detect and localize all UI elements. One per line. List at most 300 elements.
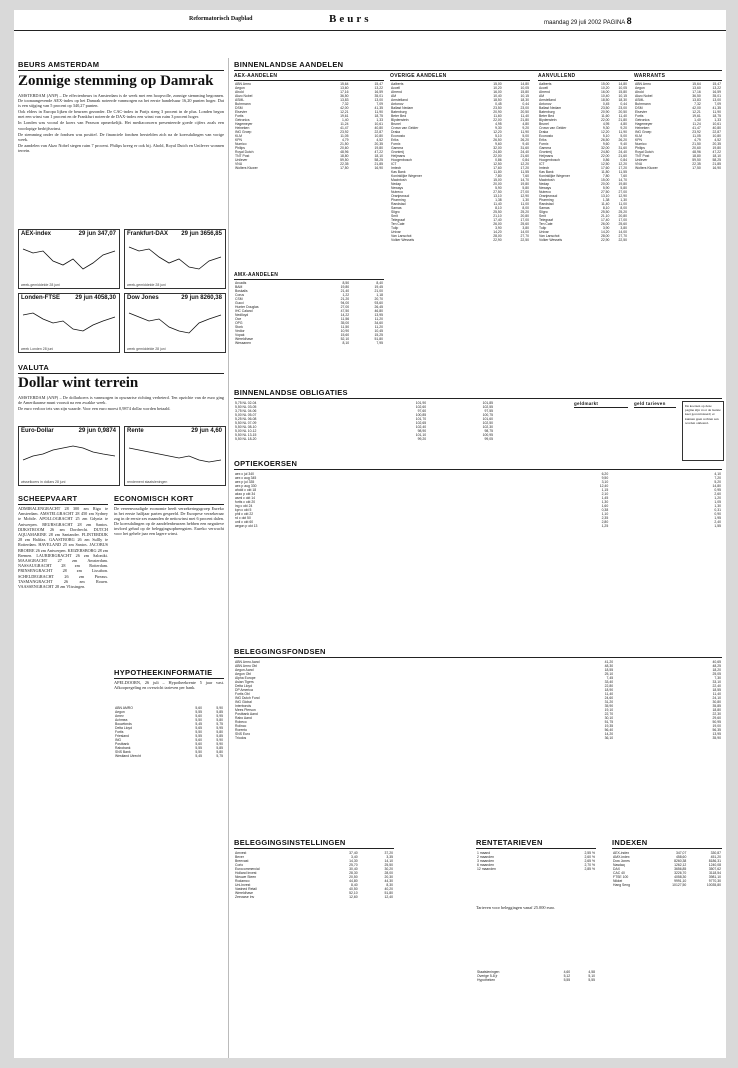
table-cell: Nieuwe Steen (235, 875, 257, 879)
table-cell: 11,40 (618, 114, 627, 118)
chart-line-area (19, 239, 119, 279)
table-cell: Stork (235, 325, 243, 329)
table-cell: 5,80 (620, 186, 627, 190)
table-cell: 14,00 (520, 230, 529, 234)
page-dateline (544, 16, 632, 26)
table-cell: Hagemeyer (235, 122, 253, 126)
table-cell: 10035,80 (706, 883, 721, 887)
table-cell: 8,50 (342, 281, 350, 285)
table-cell: 17,50 (692, 166, 701, 170)
table-cell: 40,80 (374, 126, 383, 130)
table-cell: 51,80 (374, 337, 383, 341)
table-cell: Brunel (391, 122, 401, 126)
table-cell: 18,55 (604, 668, 614, 672)
table-cell: 1,45 (601, 496, 609, 500)
table-cell: Postbank Aand (235, 712, 258, 716)
table-cell: 40,80 (712, 126, 721, 130)
rendement-table (476, 970, 596, 1010)
table-cell: 12,20 (520, 162, 529, 166)
table-cell: 44,80 (349, 879, 358, 883)
table-cell: Boskalis (235, 289, 248, 293)
table-cell: 2,60 (714, 492, 721, 496)
table-cell: 20,70 (374, 297, 383, 301)
table-cell: Pharming (539, 198, 554, 202)
table-cell: 41,20 (604, 660, 614, 664)
table-cell: 10,90 (340, 329, 350, 333)
table-cell: Ballast Nedam (539, 106, 562, 110)
table-cell: 24,60 (604, 696, 614, 700)
table-cell: aex c aug 345 (235, 476, 257, 480)
table-cell: 4,10 (714, 472, 721, 476)
table-cell: 5,90 (216, 738, 223, 742)
table-cell: Vastned Retail (235, 887, 257, 891)
scheepvaart-text: ADMIRALENGRACHT 28 300 zm Riga te Amsterdam. AMSTELGRACHT 28 450 zm Sydney te Mobile. APOLLOGRACHT 25 zm Gdynia te Antwerpen. BEURSGRACHT 28 zm Santos. DIJKSTROOM 26 zm Dordrecht. DUTCH AQUAMARINE 28 zm Santander. FLINTERDIJK 28 zm Halifax. GAASTBORG 26 zm Sullly te Rotterdam. HAVELAND 25 zm Santos. JACOBUS BROERE 26 zm Antwerpen. KEIZERSBORG 28 zm Bremen. LAURIERGRACHT 26 zm Saloniki. MAASGRACHT 27 zm Amsterdam. NASSAUGRACHT 28 zm Rotterdam. PRINSENGRACHT 28 zm Lissabon. SCHELDEGRACHT 26 zm Pireaus. TASMANGRACHT 26 zm Rouen. VAASSENGRACHT 28 zm Vlissingen. (18, 506, 108, 590)
table-cell: 21,40 (340, 289, 350, 293)
table-cell: 22,00 (600, 118, 610, 122)
table-cell: 100,75 (482, 413, 493, 417)
table-cell: 8,40 (351, 883, 358, 887)
table-cell: 0,45 (602, 102, 610, 106)
table-cell: Buhrmann (635, 102, 651, 106)
table-cell: 17,60 (600, 166, 610, 170)
table-cell: 24,10 (712, 696, 721, 700)
table-cell: Ahrend (539, 90, 550, 94)
overige-row (390, 238, 530, 242)
table-cell: Rolinco (235, 724, 247, 728)
column-divider (228, 58, 229, 1058)
table-cell: Buhrmann (235, 102, 251, 106)
table-cell: Ahold (635, 90, 644, 94)
table-cell: Wereldhave (235, 891, 254, 895)
table-cell: 25,05 (712, 672, 721, 676)
table-cell: 347,07 (675, 851, 687, 855)
obligaties-table (234, 401, 494, 451)
table-cell: Samas (391, 206, 402, 210)
table-cell: 32,00 (493, 146, 502, 150)
table-cell: 4,80 (620, 122, 627, 126)
table-cell: 102,55 (482, 405, 493, 409)
table-cell: 5,50 NL 03-05 (235, 405, 257, 409)
table-cell: Smit (539, 214, 546, 218)
table-cell: 15,80 (520, 90, 529, 94)
table-cell: Kas Bank (539, 170, 554, 174)
table-cell: 12,21 (692, 110, 701, 114)
table-cell: 22,30 (712, 712, 721, 716)
beurs-kicker: BEURS AMSTERDAM (18, 60, 224, 71)
table-cell: 15,80 (618, 90, 627, 94)
table-cell: Antonov (391, 102, 404, 106)
newspaper-page (14, 10, 726, 1058)
table-cell: ing c okt 24 (235, 504, 253, 508)
table-cell: 15,47 (374, 82, 383, 86)
chart-title: Rente (127, 428, 144, 434)
chart-rente (124, 426, 226, 486)
table-cell: 22,87 (374, 130, 383, 134)
table-cell: Smit (391, 214, 398, 218)
scheepvaart-kicker: SCHEEPVAART (18, 494, 108, 505)
table-cell: 8260,38 (674, 859, 687, 863)
table-cell: 27,00 (340, 305, 350, 309)
table-cell: 19,80 (520, 182, 529, 186)
table-cell: 0,38 (601, 508, 609, 512)
chart-value-number: 0,9874 (97, 428, 116, 434)
table-cell: 13,95 (712, 732, 721, 736)
table-cell: 48,25 (712, 664, 721, 668)
table-cell: Econosto (539, 134, 554, 138)
table-cell: 5,80 (522, 186, 529, 190)
table-cell: 5,00 NL 10-12 (235, 429, 257, 433)
table-cell: 1,15 (601, 488, 609, 492)
table-cell: Vopak (235, 333, 245, 337)
table-cell: 20,60 (692, 146, 701, 150)
table-cell: 4,79 (341, 138, 349, 142)
table-cell: 1,10 (601, 512, 609, 516)
table-cell: Unilever (635, 158, 648, 162)
aanvullend-title: AANVULLEND (538, 73, 628, 81)
table-cell: ING Groep (635, 130, 652, 134)
table-cell: 47,22 (374, 150, 383, 154)
table-cell: 4,60 (563, 970, 571, 974)
table-cell: 15,47 (712, 82, 721, 86)
table-cell: 99,20 (417, 437, 427, 441)
table-cell: 50,95 (712, 720, 721, 724)
table-cell: 19,61 (340, 114, 349, 118)
chart-value (191, 428, 222, 434)
table-cell: 17,50 (340, 166, 349, 170)
table-cell: TNT Post (635, 154, 650, 158)
table-cell: 22,40 (712, 684, 721, 688)
table-cell: 20,35 (712, 142, 721, 146)
table-cell: 59,50 (692, 158, 701, 162)
table-cell: 1,38 (602, 198, 610, 202)
table-cell: Unilever (235, 158, 248, 162)
table-cell: 22,80 (604, 684, 614, 688)
table-cell: 48,96 (692, 150, 701, 154)
table-cell: 9770,30 (708, 879, 721, 883)
table-cell: 2,70 % (584, 863, 595, 867)
table-cell: DAX (613, 867, 620, 871)
table-cell: 7,30 (714, 676, 721, 680)
table-cell: 5,60 (195, 742, 203, 746)
table-cell: 5,95 (216, 726, 223, 730)
warrants-title: WARRANTS (634, 73, 722, 81)
table-cell: AM (391, 94, 397, 98)
table-cell: 102,30 (482, 425, 493, 429)
rente-table (476, 851, 596, 901)
table-cell: 26,50 (600, 138, 610, 142)
page-date: maandag 29 juli 2002 (544, 20, 602, 26)
instelling-row (234, 895, 394, 899)
table-cell: 4058,30 (674, 875, 687, 879)
table-cell: Postbank (115, 742, 130, 746)
table-cell: Alpha Europe (235, 676, 256, 680)
table-cell: 18,80 (692, 154, 701, 158)
chart-title: AEX-index (21, 231, 52, 237)
table-cell: Rorento (235, 728, 248, 732)
table-cell: Interbonds (235, 704, 252, 708)
table-cell: 5,00 (620, 134, 627, 138)
table-cell: Nedlloyd (235, 313, 249, 317)
table-cell: 3226,70 (674, 871, 687, 875)
table-cell: 18,10 (712, 154, 721, 158)
table-cell: Aegon Aand (235, 668, 254, 672)
table-cell: Elsevier (635, 110, 648, 114)
table-cell: 3118,54 (708, 871, 721, 875)
table-cell: 97,55 (484, 409, 493, 413)
chart-value (181, 295, 222, 301)
table-cell: 20,80 (520, 214, 529, 218)
table-cell: Getronics (635, 118, 650, 122)
table-cell: 6,20 (601, 472, 609, 476)
rente-note: Tarieven voor beleggingen vanaf 25.000 euro. (476, 905, 556, 910)
table-cell: 11,90 (374, 110, 383, 114)
table-cell: Antonov (539, 102, 552, 106)
instellingen-table (234, 851, 394, 1051)
table-cell: Draka (391, 130, 401, 134)
table-cell: 14,70 (618, 178, 627, 182)
table-cell: 18,50 (600, 98, 610, 102)
table-cell: 35,90 (604, 704, 614, 708)
table-cell: 12,20 (600, 130, 610, 134)
table-cell: 7,80 (495, 174, 502, 178)
table-cell: Neways (391, 186, 404, 190)
table-cell: KPN (235, 138, 242, 142)
chart-line-area (19, 303, 119, 343)
table-cell: Econosto (391, 134, 406, 138)
table-cell: 21,85 (712, 162, 721, 166)
chart-value (79, 231, 116, 237)
table-cell: 102,60 (415, 405, 427, 409)
table-cell: 20,30 (384, 875, 393, 879)
table-cell: 51,80 (384, 891, 393, 895)
table-cell: 1,38 (495, 198, 502, 202)
table-cell: 23,92 (692, 130, 701, 134)
table-cell: 27,70 (618, 234, 627, 238)
table-cell: 8,00 (522, 206, 529, 210)
table-cell: 11,55 (520, 170, 529, 174)
table-cell: Ten Cate (539, 222, 553, 226)
table-cell: 11,60 (493, 114, 502, 118)
table-cell: Batenburg (539, 110, 555, 114)
table-cell: OPG (235, 321, 243, 325)
chart-date: 29 jun (181, 231, 199, 237)
table-cell: 20,50 (520, 110, 529, 114)
table-cell: 30,80 (712, 700, 721, 704)
table-cell: 13,60 (340, 86, 349, 90)
table-cell: 5,80 (216, 750, 223, 754)
table-cell: 9,40 (620, 142, 627, 146)
fondsen-table (234, 660, 722, 825)
table-cell: 20,60 (340, 146, 349, 150)
overige-table (390, 82, 530, 378)
table-cell: Fortis (235, 114, 244, 118)
table-cell: 98,75 (484, 429, 493, 433)
table-cell: 22,00 (493, 118, 502, 122)
table-cell: Blydenstein (539, 118, 557, 122)
table-cell: Philips (235, 146, 245, 150)
table-cell: Triodos (235, 736, 247, 740)
optie-row (234, 524, 722, 528)
table-cell: 5,50 NL 08-10 (235, 425, 257, 429)
table-cell: 26,00 (600, 222, 610, 226)
hypotheek-table (114, 706, 224, 796)
table-cell: 7,32 (694, 102, 701, 106)
table-cell: Wolters Kluwer (235, 166, 258, 170)
table-cell: 22,00 (493, 154, 502, 158)
table-cell: 16,00 (600, 90, 610, 94)
table-cell: 26,50 (493, 138, 502, 142)
table-cell: 20,00 (600, 182, 610, 186)
table-cell: 1,55 (714, 524, 721, 528)
table-cell: Robeco (235, 720, 247, 724)
table-cell: 10,05 (520, 86, 529, 90)
table-cell: 10,05 (618, 86, 627, 90)
table-cell: 11,90 (618, 130, 627, 134)
beurs-paragraph: In Londen was vooral de koers van Pearson opmerkelijk. Het mediaconcern presenteerde goede cijfers zoals een voorlopige bedrijfswinst. (18, 120, 224, 131)
table-cell: 11,00 (520, 202, 529, 206)
page-label: PAGINA (603, 20, 625, 26)
table-cell: 23,00 (618, 106, 627, 110)
obligatie-row (234, 437, 494, 441)
table-cell: 58,25 (374, 158, 383, 162)
table-cell: 100,95 (482, 433, 493, 437)
table-cell: 26,45 (374, 305, 383, 309)
aex-row (234, 166, 384, 170)
table-cell: 14,22 (340, 313, 350, 317)
table-cell: Heijmans (539, 154, 554, 158)
table-cell: 5,90 (216, 706, 223, 710)
table-cell: 5,10 (588, 974, 595, 978)
table-cell: 3,35 (386, 855, 393, 859)
table-cell: Rabobank (115, 746, 131, 750)
table-cell: Arcadis (235, 281, 247, 285)
table-cell: Accell (391, 86, 401, 90)
table-cell: 7,45 (606, 676, 614, 680)
table-cell: 14,20 (604, 732, 614, 736)
table-cell: TNT Post (235, 154, 250, 158)
table-cell: 21,10 (493, 214, 502, 218)
table-cell: Bever (235, 855, 244, 859)
table-cell: 11,20 (374, 317, 383, 321)
table-cell: 10,20 (600, 86, 610, 90)
table-cell: 19,61 (692, 114, 701, 118)
table-cell: 1,18 (376, 293, 383, 297)
table-cell: 31,20 (604, 700, 614, 704)
table-cell: 42,00 (692, 106, 701, 110)
table-cell: 11,56 (340, 317, 350, 321)
table-cell: 14,10 (384, 859, 393, 863)
table-cell: 23,92 (340, 130, 349, 134)
rente-row (476, 867, 596, 871)
table-cell: 8,40 (376, 281, 383, 285)
table-cell: 101,60 (482, 417, 493, 421)
table-cell: 48,96 (340, 150, 349, 154)
beurs-paragraph: De aandelen van Akzo Nobel stegen ruim 7 procent. Philips kreeg er ook bij. Ahold, Royal Dutch en Unilever wonnen terrein. (18, 142, 224, 153)
valuta-paragraph: De euro verloor iets van zijn waarde. Voor een euro moest 0,9874 dollar worden betaald. (18, 406, 171, 412)
table-cell: 102,50 (482, 421, 493, 425)
table-cell: 9,30 (602, 126, 610, 130)
table-cell: 330,87 (710, 851, 721, 855)
table-cell: 18,55 (712, 688, 721, 692)
table-cell: 2,60 % (584, 855, 595, 859)
table-cell: 11,90 (712, 110, 721, 114)
table-cell: 41,35 (712, 106, 721, 110)
table-cell: 0,86 (602, 158, 610, 162)
table-cell: Hagemeyer (635, 122, 653, 126)
table-cell: 17,40 (600, 218, 610, 222)
table-cell: 13,83 (692, 98, 701, 102)
chart-date: 29 jun (78, 231, 96, 237)
table-cell: Pharming (391, 198, 406, 202)
beurs-headline: Zonnige stemming op Damrak (18, 73, 214, 89)
table-cell: 5,12 (563, 974, 571, 978)
table-cell: 24,40 (520, 150, 529, 154)
table-cell: Gamma (539, 146, 552, 150)
table-cell: Aegon Obl (235, 672, 252, 676)
chart-date: 29 jun (75, 295, 93, 301)
table-cell: 19,80 (340, 285, 350, 289)
table-cell: SNS Euro (235, 732, 251, 736)
table-cell: 11,55 (618, 170, 627, 174)
table-cell: 23,50 (600, 106, 610, 110)
table-cell: aex p aug 330 (235, 484, 257, 488)
table-cell: 7,60 (620, 174, 627, 178)
table-cell: 20,00 (493, 182, 502, 186)
table-cell: 35,01 (374, 94, 383, 98)
table-cell: 11,05 (692, 134, 701, 138)
table-cell: 52,10 (349, 891, 358, 895)
table-cell: 24,80 (600, 150, 610, 154)
table-cell: Imtech (391, 166, 402, 170)
table-cell: 15,64 (340, 82, 349, 86)
table-cell: 1,30 (522, 198, 529, 202)
table-cell: 9,20 (522, 126, 529, 130)
table-cell: Fortis (635, 114, 644, 118)
chart-line-area (19, 436, 119, 476)
table-cell: Fornix (391, 142, 401, 146)
table-cell: DSM (635, 106, 643, 110)
table-cell: 17,20 (520, 166, 529, 170)
table-cell: 31,60 (520, 146, 529, 150)
table-cell: 18,30 (618, 98, 627, 102)
table-cell: 13,60 (692, 86, 701, 90)
economisch-kicker: ECONOMISCH KORT (114, 494, 224, 505)
table-cell: 21,60 (618, 154, 627, 158)
hypotheek-row (114, 754, 224, 758)
table-cell: 26,20 (618, 138, 627, 142)
table-cell: Corio (235, 863, 244, 867)
table-cell: 5,90 (216, 742, 223, 746)
table-cell: 5,00 NL 05-07 (235, 413, 257, 417)
table-cell: Numico (635, 142, 647, 146)
table-cell: KPN (635, 138, 642, 142)
table-cell: 12,60 (349, 895, 358, 899)
table-cell: 5,80 (216, 730, 223, 734)
table-cell: 0,44 (620, 102, 627, 106)
chart-value-number: 3656,85 (200, 231, 222, 237)
table-cell: 5,55 (588, 978, 595, 982)
table-cell: 1,22 (342, 293, 350, 297)
table-cell: Macintosh (391, 178, 407, 182)
table-cell: 21,20 (340, 297, 350, 301)
table-cell: 1,25 (601, 524, 609, 528)
table-cell: 59,50 (340, 158, 349, 162)
table-cell: 25,20 (520, 210, 529, 214)
table-cell: 35,85 (712, 704, 721, 708)
chart-date: 29 jun (78, 428, 96, 434)
table-cell: 13,00 (374, 98, 383, 102)
chart-value (79, 428, 116, 434)
